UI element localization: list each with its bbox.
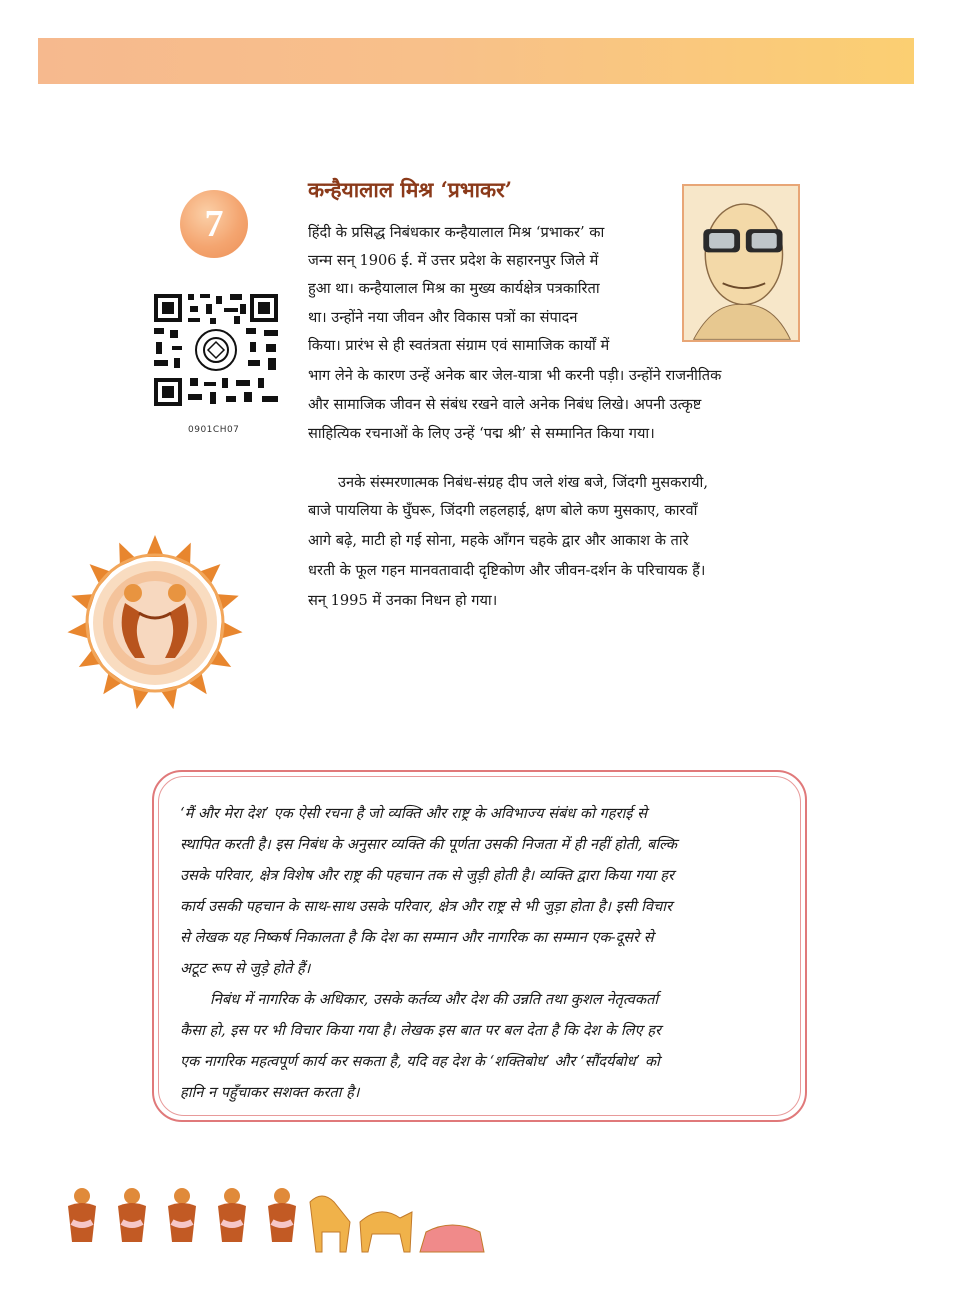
works-line: सन् 1995 में उनका निधन हो गया। — [308, 592, 498, 609]
sun-motif-illustration — [60, 533, 250, 713]
works-line: धरती के फूल गहन मानवतावादी दृष्टिकोण और जीवन-दर्शन के परिचायक हैं। — [308, 562, 706, 579]
bio-line: साहित्यिक रचनाओं के लिए उन्हें ‘पद्म श्री’ से सम्मानित किया गया। — [308, 425, 655, 442]
bio-line: और सामाजिक जीवन से संबंध रखने वाले अनेक निबंध लिखे। अपनी उत्कृष्ट — [308, 396, 702, 413]
works-line: उनके संस्मरणात्मक निबंध-संग्रह दीप जले शंख बजे, जिंदगी मुसकरायी, — [338, 474, 708, 491]
author-portrait — [682, 184, 800, 342]
works-line: बाजे पायलिया के घुँघरू, जिंदगी लहलहाई, क्षण बोले कण मुसकाए, कारवाँ — [308, 502, 698, 519]
summary-line: उसके परिवार, क्षेत्र विशेष और राष्ट्र की पहचान तक से जुड़ी होती है। व्यक्ति द्वारा किया गया हर — [180, 867, 675, 884]
qr-code-label: 0901CH07 — [188, 425, 240, 435]
bio-line: था। उन्होंने नया जीवन और विकास पत्रों का संपादन — [308, 309, 578, 326]
header-band — [38, 38, 914, 84]
summary-line: कार्य उसकी पहचान के साथ-साथ उसके परिवार, क्षेत्र और राष्ट्र से भी जुड़ा होता है। इसी विचार — [180, 898, 673, 915]
bio-line: जन्म सन् 1906 ई. में उत्तर प्रदेश के सहारनपुर जिले में — [308, 252, 599, 269]
summary-line: से लेखक यह निष्कर्ष निकालता है कि देश का सम्मान और नागरिक का सम्मान एक-दूसरे से — [180, 929, 654, 946]
bio-line: हिंदी के प्रसिद्ध निबंधकार कन्हैयालाल मिश्र ‘प्रभाकर’ का — [308, 224, 605, 241]
summary-line: हानि न पहुँचाकर सशक्त करता है। — [180, 1084, 360, 1101]
bio-line: किया। प्रारंभ से ही स्वतंत्रता संग्राम एवं सामाजिक कार्यों में — [308, 337, 610, 354]
summary-line: कैसा हो, इस पर भी विचार किया गया है। लेखक इस बात पर बल देता है कि देश के लिए हर — [180, 1022, 661, 1039]
bio-line: भाग लेने के कारण उन्हें अनेक बार जेल-यात्रा भी करनी पड़ी। उन्होंने राजनीतिक — [308, 367, 722, 384]
bio-line: हुआ था। कन्हैयालाल मिश्र का मुख्य कार्यक्षेत्र पत्रकारिता — [308, 280, 600, 297]
summary-line: निबंध में नागरिक के अधिकार, उसके कर्तव्य और देश की उन्नति तथा कुशल नेतृत्वकर्ता — [210, 991, 659, 1008]
works-line: आगे बढ़े, माटी हो गई सोना, महके आँगन चहके द्वार और आकाश के तारे — [308, 532, 689, 549]
folk-art-footer-illustration — [60, 1182, 500, 1262]
summary-line: एक नागरिक महत्वपूर्ण कार्य कर सकता है, यदि वह देश के ‘शक्तिबोध’ और ‘सौंदर्यबोध’ को — [180, 1053, 660, 1070]
author-name: कन्हैयालाल मिश्र ‘प्रभाकर’ — [308, 177, 513, 202]
summary-line: स्थापित करती है। इस निबंध के अनुसार व्यक्ति की पूर्णता उसकी निजता में ही नहीं होती, बल्कि — [180, 836, 677, 853]
qr-code-icon — [150, 290, 282, 410]
chapter-number-badge: 7 — [180, 190, 248, 258]
summary-line: अटूट रूप से जुड़े होते हैं। — [180, 960, 311, 977]
summary-line: ‘मैं और मेरा देश’ एक ऐसी रचना है जो व्यक्ति और राष्ट्र के अविभाज्य संबंध को गहराई से — [180, 805, 647, 822]
